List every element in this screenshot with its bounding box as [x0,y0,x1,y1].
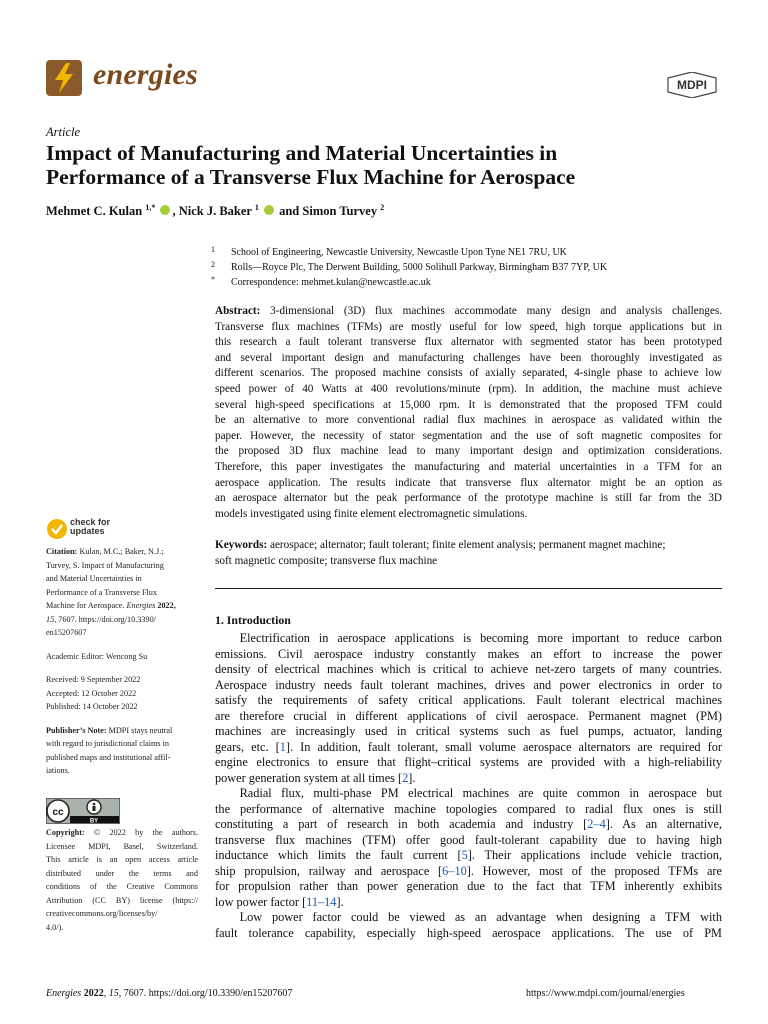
affiliations [211,245,607,290]
author-sup: 1,* [145,203,156,212]
citation-line: en15207607 [46,628,87,637]
correspondence-text[interactable]: Correspondence: mehmet.kulan@newcastle.ac.uk [231,277,431,288]
abstract-line: Transverse flux machines (TFMs) are mostly useful for low speed, high torque applications but in [215,320,722,333]
abstract-line: the proposed 3D flux machine lead to many important design and optimization considerations. [215,445,722,458]
citation-volume: 15 [46,614,55,624]
body-line: Radial flux, multi-phase PM electrical machines are quite common in aerospace but [215,786,722,800]
check-for-updates-button[interactable] [70,518,110,536]
abstract-line: Abstract: 3-dimensional (3D) flux machines accommodate many design and analysis challenges. [215,305,722,317]
orcid-icon[interactable] [264,205,274,215]
body-line: machines are increasingly used in critical systems such as fuel pumps, actuator, landing [215,724,722,738]
citation-line: 15, 7607. https://doi.org/10.3390/ [46,614,156,624]
citation-line: Machine for Aerospace. Energies 2022, [46,601,176,610]
cc-badge-label: BY [89,818,99,824]
body-line: gears, etc. [1]. In addition, fault tolerant, small volume aerospace alternators are required for [215,739,722,754]
publisher-note-label: Publisher’s Note: [46,725,107,735]
body-line: the performance of alternative machine topologies compared to radial flux ones is still [215,801,722,816]
abstract-line: paper. However, the necessity of stator segmentation and the use of soft magnetic composites for [215,429,722,442]
check-updates-line: updates [70,526,105,536]
author-sup: 1 [254,203,259,212]
body-line: Electrification in aerospace applications is becoming more important to reduce carbon [215,631,722,645]
abstract-label: Abstract: [215,305,261,317]
title-line: Impact of Manufacturing and Material Uncertainties in [46,141,558,165]
published-date: Published: 14 October 2022 [46,702,138,711]
abstract-line: this research a fault tolerant transverse flux alternator with segmented stator has been prototyped [215,336,722,349]
keywords-label: Keywords: [215,539,268,551]
abstract-line: speed power of 40 Watts at 400 revolutions/minute (rpm). In addition, the machine must achieve [215,382,722,395]
body-line: Aerospace industry needs fault tolerant machines, drives and power electronics in order to [215,677,722,692]
energies-logo-icon [46,60,82,96]
author-list [46,203,384,219]
citation-line: Citation: Kulan, M.C.; Baker, N.J.; [46,547,164,556]
affiliation-number: 1 [211,245,215,254]
citation-year: 2022, [157,601,176,610]
body-line: inductance which limits the fault current [5]. Their applications include vehicle traction, [215,848,723,862]
author-separator: , [172,204,179,219]
citation-line [126,601,175,610]
body-line: low power factor [11–14]. [215,894,344,909]
reference-link[interactable]: 6–10 [442,863,467,878]
copyright-line: distributed under the terms and [46,868,198,878]
keywords-line: Keywords: aerospace; alternator; fault tolerant; finite element analysis; permanent magnet machine; [215,539,666,551]
abstract-line: be an alternative to more conventional radial flux machines in aerospace as validated within the [215,414,722,427]
title-line: Performance of a Transverse Flux Machine for Aerospace [46,165,576,189]
reference-link[interactable]: 2 [402,770,409,785]
publisher-note-line: iations. [46,766,70,775]
copyright-line: creativecommons.org/licenses/by/ [46,909,158,918]
svg-text:cc: cc [52,807,64,818]
publisher-note-line: with regard to jurisdictional claims in [46,739,170,748]
footer-citation: Energies 2022, 15, 7607. https://doi.org/10.3390/en15207607 [46,988,293,999]
affiliation-text: Rolls—Royce Plc, The Derwent Building, 5000 Solihull Parkway, Birmingham B37 7YP, UK [231,262,608,273]
copyright-line: 4.0/). [46,922,64,932]
affiliation-text: School of Engineering, Newcastle University, Newcastle Upon Tyne NE1 7RU, UK [231,247,567,258]
citation-block [46,545,206,640]
copyright-line: This article is an open access article [46,855,198,864]
citation-journal: Energies [126,601,156,610]
body-line: fault tolerance capability, especially high-speed aerospace applications. The use of PM [215,925,722,940]
body-line: constituting a part of research in both academia and industry [2–4]. As an alternative, [215,817,722,831]
copyright-line: conditions of the Creative Commons [46,882,198,891]
body-line: ship propulsion, railway and aerospace [6–10]. However, most of the proposed TFMs are [215,863,722,878]
mdpi-logo-icon [666,72,718,98]
copyright-line: Copyright: © 2022 by the authors. [46,828,198,837]
publisher-note-line: published maps and institutional affil- [46,752,171,762]
copyright-line: Attribution (CC BY) license (https:// [46,895,198,905]
citation-label: Citation: [46,547,78,556]
section-heading-introduction: 1. Introduction [215,613,291,627]
check-for-updates-icon[interactable] [46,518,68,540]
footer-journal-url[interactable]: https://www.mdpi.com/journal/energies [526,988,685,999]
publisher-note-line: Publisher’s Note: MDPI stays neutral [46,725,173,735]
check-updates-line: check for [70,517,111,527]
author-name[interactable]: Mehmet C. Kulan [46,204,143,219]
body-line: emissions. Civil aerospace industry constantly makes an effort to increase the power [215,646,722,661]
body-line: are therefore crucial in different applications of civil aerospace. Permanent magnet (PM) [215,708,722,723]
author-name[interactable]: Simon Turvey [302,204,378,219]
abstract-line: different scenarios. The proposed machine consists of axially separated, 4-single phase to achieve low [215,367,722,380]
sidebar-info [46,545,206,778]
abstract-line: an aerospace alternator but the peak performance of the prototype machine is still far from the 3D [215,492,722,505]
received-date: Received: 9 September 2022 [46,675,141,684]
reference-link[interactable]: 1 [279,739,286,754]
abstract-line: models investigated using finite element electromagnetic simulations. [215,507,528,520]
abstract [215,304,722,522]
citation-line: and Material Uncertainties in [46,574,142,583]
copyright-line: Licensee MDPI, Basel, Switzerland. [46,841,198,851]
abstract-line: aerospace application. The results indicate that transverse flux alternator might be an option as [215,476,722,489]
body-line: transverse flux machines (TFM) offer good fault-tolerant capability due to having high [215,832,722,847]
author-separator: and [275,204,303,219]
body-line: engine electronics to ensure that flight–critical systems are provided with a high-reliability [215,755,722,769]
journal-name: energies [93,58,198,91]
article-type: Article [46,125,81,139]
citation-line: Turvey, S. Impact of Manufacturing [46,560,164,570]
keywords [215,538,722,569]
body-line: power generation system at all times [2]. [215,770,416,785]
cc-by-license-icon[interactable] [46,798,120,824]
affiliation-number: * [211,275,215,284]
abstract-line: Therefore, this paper investigates the manufacturing and material uncertainties in a TFM for an [215,460,722,473]
orcid-icon[interactable] [160,205,170,215]
body-line: satisfy the requirements of safety critical applications. Fault tolerant electrical machines [215,693,722,707]
abstract-line: and several important design and manufacturing challenges have been thoroughly investigated as [215,351,722,364]
abstract-line: several high-speed specifications at 15,000 rpm. It is demonstrated that the proposed TFM could [215,398,722,411]
author-sup: 2 [380,203,385,212]
affiliation-number: 2 [211,260,215,269]
keywords-line: soft magnetic composite; transverse flux machine [215,554,438,567]
accepted-date: Accepted: 12 October 2022 [46,688,137,698]
citation-line: Performance of a Transverse Flux [46,587,157,597]
article-title [46,141,736,189]
academic-editor: Academic Editor: Wencong Su [46,651,148,661]
reference-link[interactable]: 2–4 [587,817,606,831]
reference-link[interactable]: 5 [461,848,468,862]
copyright-notice [46,826,198,934]
affiliation-item [211,275,607,290]
body-line: Low power factor could be viewed as an advantage when designing a TFM with [215,910,722,924]
author-name[interactable]: Nick J. Baker [178,204,252,219]
affiliation-item [211,245,607,260]
body-line: density of electrical machines which is critical to achieve net-zero targets of many countries. [215,662,722,676]
reference-link[interactable]: 11–14 [306,894,337,909]
footer-volume: 15 [108,988,119,999]
copyright-label: Copyright: [46,828,85,837]
introduction-body [215,631,722,941]
affiliation-item [211,260,607,275]
mdpi-logo-text: MDPI [677,78,707,92]
publisher-note [46,724,206,778]
footer-year: 2022 [83,988,104,999]
footer-doi[interactable]: , 7607. https://doi.org/10.3390/en15207607 [118,988,293,999]
body-line: for propulsion rather than power generation due to the fact that TFM inherently exhibits [215,879,722,893]
footer-journal: Energies [46,988,82,999]
section-divider [215,588,722,589]
